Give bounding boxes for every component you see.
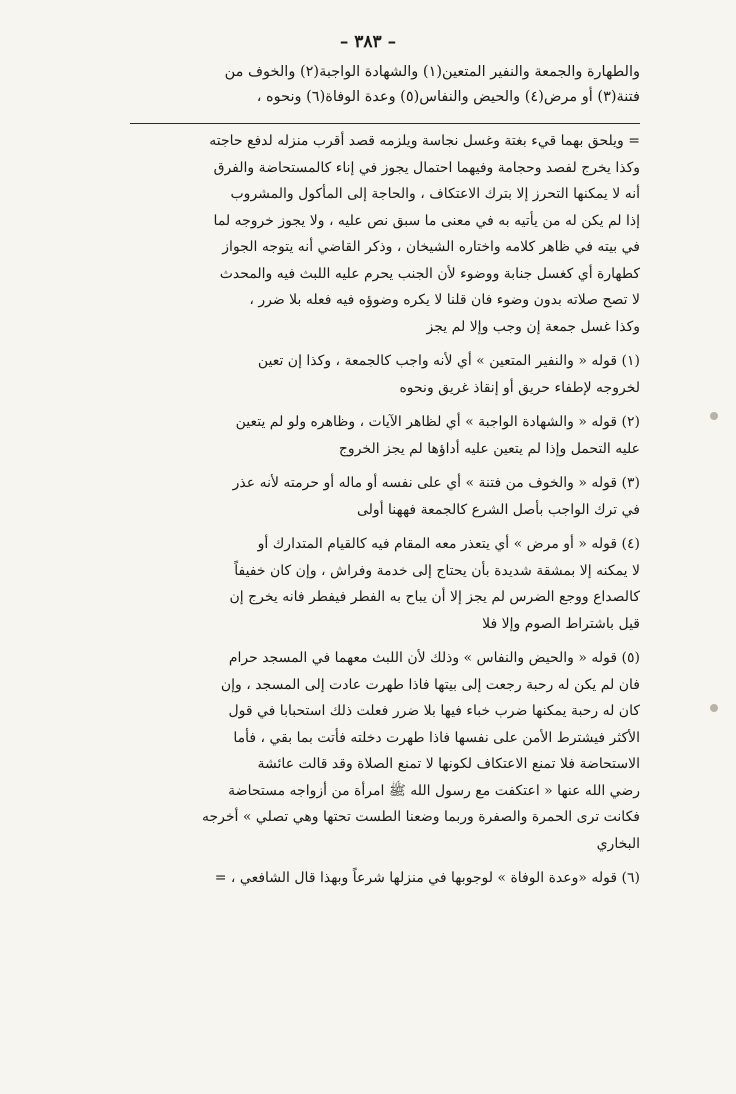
footnote-6-line: (٦) قوله «وعدة الوفاة » لوجوبها في منزلها شرعاً وبهذا قال الشافعي ، =	[214, 870, 640, 886]
footnote-4-line: كالصداع ووجع الضرس لم يجز إلا أن يباح به الفطر فيفطر فانه يخرج إن	[229, 589, 640, 605]
footnote-continuation-line: = ويلحق بهما قيء بغتة وغسل نجاسة ويلزمه قصد أقرب منزله لدفع حاجته	[209, 133, 640, 149]
footnote-2-line: (٢) قوله « والشهادة الواجبة » أي لظاهر الآيات ، وظاهره ولو لم يتعين	[235, 414, 640, 430]
footnote-5-line: فكانت ترى الحمرة والصفرة وربما وضعنا الطست تحتها وهي تصلي » أخرجه	[202, 809, 640, 825]
footnote-5-line: الأكثر فيشترط الأمن على نفسها فاذا طهرت دخلته فأتت بما بقي ، فأما	[233, 729, 640, 746]
scan-speck	[710, 412, 718, 420]
scan-speck	[710, 704, 718, 712]
footnote-4-line: (٤) قوله « أو مرض » أي يتعذر معه المقام فيه كالقيام المتدارك أو	[257, 536, 640, 552]
main-text	[124, 60, 640, 110]
footnote-continuation-line: وكذا غسل جمعة إن وجب وإلا لم يجز	[426, 318, 640, 335]
footnote-continuation-line: إذا لم يكن له من يأتيه به في معنى ما سبق نص عليه ، ولا يجوز خروجه لما	[213, 212, 640, 229]
footnotes	[124, 128, 640, 892]
footnote-5-line: فان لم يكن له رحبة رجعت إلى بيتها فاذا طهرت عادت إلى المسجد ، وإن	[220, 676, 640, 693]
main-text-line: والطهارة والجمعة والنفير المتعين(١) والشهادة الواجبة(٢) والخوف من	[224, 64, 640, 80]
footnote-1-line: (١) قوله « والنفير المتعين » أي لأنه واجب كالجمعة ، وكذا إن تعين	[257, 353, 640, 369]
footnote-5-line: (٥) قوله « والحيض والنفاس » وذلك لأن اللبث معهما في المسجد حرام	[228, 650, 640, 666]
footnote-5-line: الاستحاضة فلا تمنع الاعتكاف لكونها لا تمنع الصلاة وقد قالت عائشة	[257, 756, 640, 772]
footnote-4-line: لا يمكنه إلا بمشقة شديدة بأن يحتاج إلى خدمة وفراش ، وإن كان خفيفاً	[234, 562, 640, 579]
footnote-continuation-line: أنه لا يمكنها التحرز إلا بترك الاعتكاف ، والحاجة إلى المأكول والمشروب	[230, 186, 640, 202]
footnote-3-line: (٣) قوله « والخوف من فتنة » أي على نفسه أو ماله أو حرمته لأنه عذر	[232, 475, 640, 491]
footnote-5-line: كان له رحبة يمكنها ضرب خباء فيها بلا ضرر فعلت ذلك استحبابا في قول	[228, 703, 640, 719]
footnote-2-line: عليه التحمل وإذا لم يتعين عليه أداؤها لم يجز الخروج	[338, 440, 640, 457]
footnote-continuation-line: كطهارة أي كغسل جنابة ووضوء لأن الجنب يحرم عليه اللبث فيه والمحدث	[219, 265, 640, 282]
footnote-continuation-line: وكذا يخرج لفصد وحجامة وفيهما احتمال يجوز في إناء كالمستحاضة والفرق	[213, 159, 640, 176]
page-number: – ٣٨٣ –	[339, 32, 397, 52]
footnote-continuation-line: في بيته في ظاهر كلامه واختاره الشيخان ، وذكر القاضي أنه يتوجه الجواز	[222, 239, 640, 255]
footnote-1-line: لخروجه لإطفاء حريق أو إنقاذ غريق ونحوه	[399, 379, 640, 396]
footnote-5-line: البخاري	[596, 835, 640, 852]
footnote-continuation-line: لا تصح صلاته بدون وضوء فان قلنا لا يكره وضوؤه فيه فعله بلا ضرر ،	[249, 292, 640, 308]
footnote-3-line: في ترك الواجب بأصل الشرع كالجمعة فههنا أولى	[357, 501, 640, 518]
footnote-divider	[130, 123, 640, 124]
footnote-5-line: رضي الله عنها « اعتكفت مع رسول الله ﷺ امرأة من أزواجه مستحاضة	[228, 782, 640, 799]
footnote-4-line: قيل باشتراط الصوم وإلا فلا	[482, 615, 640, 632]
main-text-line: فتنة(٣) أو مرض(٤) والحيض والنفاس(٥) وعدة الوفاة(٦) ونحوه ،	[256, 89, 640, 105]
